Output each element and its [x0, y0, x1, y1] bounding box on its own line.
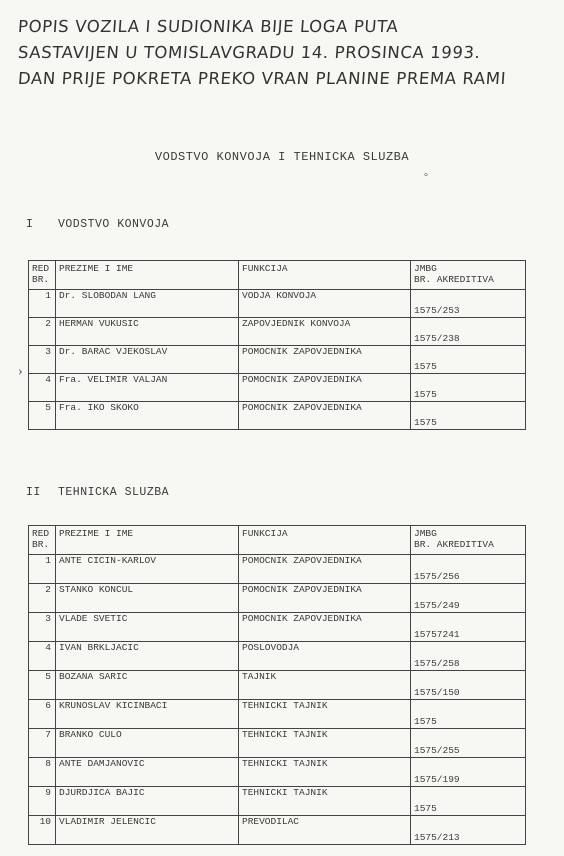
section-2-number: II [26, 486, 41, 499]
margin-mark: › [18, 364, 23, 379]
row-number: 2 [29, 584, 56, 613]
col-red-br: RED BR. [29, 526, 56, 555]
row-name: STANKO KONCUL [56, 584, 239, 613]
row-number: 5 [29, 671, 56, 700]
row-number: 6 [29, 700, 56, 729]
row-number: 3 [29, 346, 56, 374]
section-2-heading [26, 486, 169, 499]
section-1-number: I [26, 218, 34, 231]
row-name: BOZANA SARIC [56, 671, 239, 700]
row-function: POMOCNIK ZAPOVJEDNIKA [239, 613, 411, 642]
row-function: POMOCNIK ZAPOVJEDNIKA [239, 374, 411, 402]
table-header-row [29, 526, 526, 555]
section-1-heading [26, 218, 169, 231]
row-number: 1 [29, 555, 56, 584]
row-jmbg: 1575 [411, 700, 526, 729]
row-name: BRANKO CULO [56, 729, 239, 758]
row-function: TEHNICKI TAJNIK [239, 729, 411, 758]
row-name: Fra. IKO SKOKO [56, 402, 239, 430]
row-name: KRUNOSLAV KICINBACI [56, 700, 239, 729]
section-1-title: VODSTVO KONVOJA [58, 218, 170, 231]
row-function: POSLOVODJA [239, 642, 411, 671]
table-row [29, 318, 526, 346]
row-function: TEHNICKI TAJNIK [239, 758, 411, 787]
row-function: POMOCNIK ZAPOVJEDNIKA [239, 584, 411, 613]
row-jmbg: 15757241 [411, 613, 526, 642]
row-name: DJURDJICA BAJIC [56, 787, 239, 816]
table-row [29, 758, 526, 787]
row-jmbg: 1575/238 [411, 318, 526, 346]
table-row [29, 374, 526, 402]
row-number: 3 [29, 613, 56, 642]
row-name: ANTE DAMJANOVIC [56, 758, 239, 787]
row-name: VLADIMIR JELENCIC [56, 816, 239, 845]
row-function: TEHNICKI TAJNIK [239, 700, 411, 729]
table-row [29, 816, 526, 845]
row-function: ZAPOVJEDNIK KONVOJA [239, 318, 411, 346]
row-name: ANTE CICIN-KARLOV [56, 555, 239, 584]
row-name: Dr. SLOBODAN LANG [56, 290, 239, 318]
row-jmbg: 1575/258 [411, 642, 526, 671]
row-name: VLADE SVETIC [56, 613, 239, 642]
table-row [29, 729, 526, 758]
table-row [29, 613, 526, 642]
row-jmbg: 1575 [411, 402, 526, 430]
row-name: Fra. VELIMIR VALJAN [56, 374, 239, 402]
col-jmbg: JMBG BR. AKREDITIVA [411, 261, 526, 290]
header-line-1: POPIS VOZILA I SUDIONIKA BIJE LOGA PUTA [17, 17, 400, 36]
row-jmbg: 1575 [411, 346, 526, 374]
row-name: HERMAN VUKUSIC [56, 318, 239, 346]
row-function: VODJA KONVOJA [239, 290, 411, 318]
table-row [29, 671, 526, 700]
row-name: IVAN BRKLJACIC [56, 642, 239, 671]
table-row [29, 346, 526, 374]
handwritten-header [18, 14, 558, 92]
row-function: POMOCNIK ZAPOVJEDNIKA [239, 346, 411, 374]
row-name: Dr. BARAC VJEKOSLAV [56, 346, 239, 374]
row-number: 2 [29, 318, 56, 346]
row-number: 8 [29, 758, 56, 787]
row-function: TAJNIK [239, 671, 411, 700]
margin-mark: ° [424, 172, 428, 183]
row-jmbg: 1575/255 [411, 729, 526, 758]
header-line-2: SASTAVIJEN U TOMISLAVGRADU 14. PROSINCA 1993. [17, 43, 482, 62]
row-jmbg: 1575 [411, 787, 526, 816]
table-tehnicka-sluzba [28, 525, 526, 845]
table-row [29, 787, 526, 816]
table-row [29, 700, 526, 729]
table-header-row [29, 261, 526, 290]
row-function: TEHNICKI TAJNIK [239, 787, 411, 816]
document-title: VODSTVO KONVOJA I TEHNICKA SLUZBA [154, 150, 410, 164]
row-jmbg: 1575/253 [411, 290, 526, 318]
row-jmbg: 1575/199 [411, 758, 526, 787]
row-jmbg: 1575 [411, 374, 526, 402]
row-number: 5 [29, 402, 56, 430]
row-function: POMOCNIK ZAPOVJEDNIKA [239, 402, 411, 430]
row-number: 4 [29, 642, 56, 671]
row-number: 10 [29, 816, 56, 845]
col-funkcija: FUNKCIJA [239, 526, 411, 555]
col-prezime-ime: PREZIME I IME [56, 526, 239, 555]
section-2-title: TEHNICKA SLUZBA [58, 486, 170, 499]
col-red-br: RED BR. [29, 261, 56, 290]
table-row [29, 290, 526, 318]
table-row [29, 584, 526, 613]
col-funkcija: FUNKCIJA [239, 261, 411, 290]
table-vodstvo-konvoja [28, 260, 526, 430]
row-jmbg: 1575/249 [411, 584, 526, 613]
row-number: 9 [29, 787, 56, 816]
row-number: 7 [29, 729, 56, 758]
row-number: 1 [29, 290, 56, 318]
col-jmbg: JMBG BR. AKREDITIVA [411, 526, 526, 555]
row-jmbg: 1575/150 [411, 671, 526, 700]
row-jmbg: 1575/256 [411, 555, 526, 584]
table-row [29, 555, 526, 584]
table-row [29, 402, 526, 430]
header-line-3: DAN PRIJE POKRETA PREKO VRAN PLANINE PREMA RAMI [17, 69, 507, 88]
row-function: POMOCNIK ZAPOVJEDNIKA [239, 555, 411, 584]
row-number: 4 [29, 374, 56, 402]
row-jmbg: 1575/213 [411, 816, 526, 845]
col-prezime-ime: PREZIME I IME [56, 261, 239, 290]
table-row [29, 642, 526, 671]
row-function: PREVODILAC [239, 816, 411, 845]
